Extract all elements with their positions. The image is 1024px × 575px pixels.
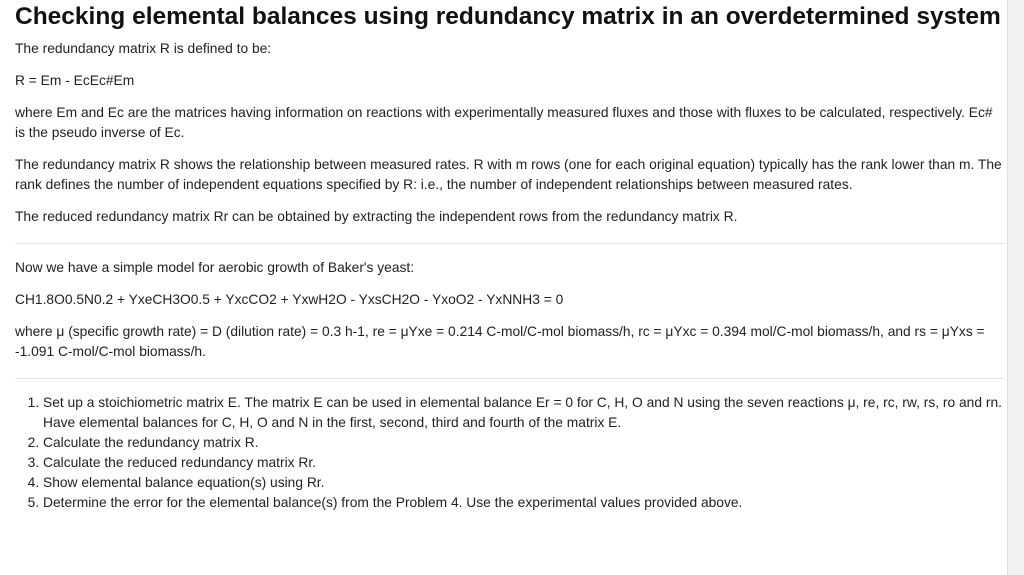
rates-paragraph: where μ (specific growth rate) = D (dilution rate) = 0.3 h-1, re = μYxe = 0.214 C-mol/C-mol biomass/h, rc = μYxc = 0.394 mol/C-mol biomass/h, and rs = μYxs = -1.091 C-mol/C-mol biomass/h.: [15, 324, 985, 359]
relationship-paragraph: The redundancy matrix R shows the relationship between measured rates. R with m rows (one for each original equation) typically has the rank lower than m. The rank defines the number of independent equations specified by R: i.e., the number of independent relationships between measured rates.: [15, 157, 1002, 192]
intro-text: The redundancy matrix R is defined to be:: [15, 41, 272, 56]
question-list: [15, 393, 1005, 513]
formula-r: R = Em - EcEc#Em: [15, 73, 135, 88]
definition-paragraph: where Em and Ec are the matrices having information on reactions with experimentally measured fluxes and those with fluxes to be calculated, respectively. Ec# is the pseudo inverse of Ec.: [15, 105, 993, 140]
page-title: Checking elemental balances using redundancy matrix in an overdetermined system: [15, 3, 1001, 30]
list-item: 2. Calculate the redundancy matrix R.: [43, 433, 1005, 453]
vertical-scrollbar[interactable]: [1007, 0, 1024, 575]
document-page: [15, 4, 1005, 513]
model-intro: Now we have a simple model for aerobic growth of Baker's yeast:: [15, 260, 415, 275]
list-item: 3. Calculate the reduced redundancy matrix Rr.: [43, 453, 1005, 473]
divider: [15, 378, 1005, 379]
list-item: 4. Show elemental balance equation(s) using Rr.: [43, 473, 1005, 493]
reduced-matrix-paragraph: The reduced redundancy matrix Rr can be obtained by extracting the independent rows from the redundancy matrix R.: [15, 209, 738, 224]
stoichiometric-equation: CH1.8O0.5N0.2 + YxeCH3O0.5 + YxcCO2 + YxwH2O - YxsCH2O - YxoO2 - YxNNH3 = 0: [15, 292, 564, 307]
list-item: 5. Determine the error for the elemental balance(s) from the Problem 4. Use the experimental values provided above.: [43, 493, 1005, 513]
list-item: 1. Set up a stoichiometric matrix E. The matrix E can be used in elemental balance Er = 0 for C, H, O and N using the seven reactions μ, re, rc, rw, rs, ro and rn. Have elemental balances for C, H, O and N in the first, second, third and fourth of the matrix E.: [43, 393, 1005, 433]
divider: [15, 243, 1005, 244]
